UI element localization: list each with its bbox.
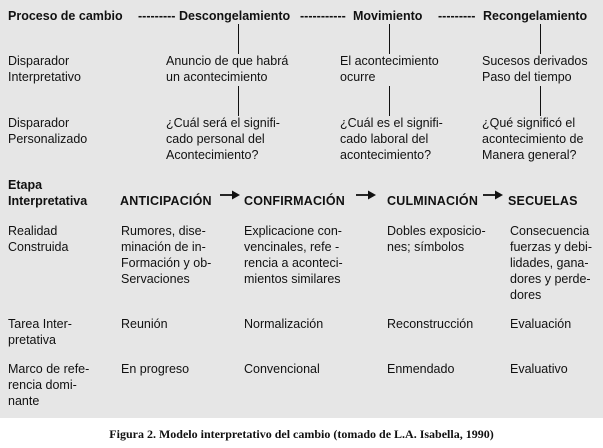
cell-interpretativo-recongelamiento: Sucesos derivados Paso del tiempo	[482, 54, 588, 84]
label-tarea-interpretativa: Tarea Inter- pretativa	[8, 317, 72, 347]
connector-line-descongelamiento-2	[238, 86, 239, 116]
stage-culminacion: CULMINACIÓN	[387, 194, 479, 208]
header-dashes-2: -----------	[300, 9, 346, 23]
phase-movimiento: Movimiento	[353, 9, 423, 23]
header-dashes-1: ---------	[138, 9, 176, 23]
connector-line-movimiento-2	[389, 86, 390, 116]
label-etapa-interpretativa: Etapa Interpretativa	[8, 178, 88, 208]
cell-marco-confirmacion: Convencional	[244, 362, 320, 376]
cell-interpretativo-movimiento: El acontecimiento ocurre	[340, 54, 439, 84]
stage-confirmacion: CONFIRMACIÓN	[244, 194, 346, 208]
stage-secuelas: SECUELAS	[508, 194, 578, 208]
cell-tarea-culminacion: Reconstrucción	[387, 317, 474, 331]
cell-realidad-confirmacion: Explicacione con- vencinales, refe - rencia a aconteci- mientos similares	[244, 224, 343, 286]
cell-realidad-culminacion: Dobles exposicio- nes; símbolos	[387, 224, 486, 254]
phase-descongelamiento: Descongelamiento	[179, 9, 291, 23]
arrow-right-icon	[219, 189, 241, 201]
label-marco-referencia: Marco de refe- rencia domi- nante	[8, 362, 90, 408]
cell-tarea-secuelas: Evaluación	[510, 317, 572, 331]
label-disparador-interpretativo: Disparador Interpretativo	[8, 54, 81, 84]
figure-caption: Figura 2. Modelo interpretativo del cambio (tomado de L.A. Isabella, 1990)	[109, 427, 494, 441]
cell-tarea-confirmacion: Normalización	[244, 317, 324, 331]
cell-realidad-secuelas: Consecuencia fuerzas y debi- lidades, gana- dores y perde- dores	[510, 224, 592, 302]
header-dashes-3: ---------	[438, 9, 476, 23]
stage-anticipacion: ANTICIPACIÓN	[120, 194, 212, 208]
cell-marco-anticipacion: En progreso	[121, 362, 190, 376]
label-disparador-personalizado: Disparador Personalizado	[8, 116, 88, 146]
cell-personalizado-descongelamiento: ¿Cuál será el signifi- cado personal del Acontecimiento?	[166, 116, 280, 162]
cell-marco-culminacion: Enmendado	[387, 362, 455, 376]
phase-recongelamiento: Recongelamiento	[483, 9, 588, 23]
cell-marco-secuelas: Evaluativo	[510, 362, 568, 376]
connector-line-movimiento	[389, 24, 390, 54]
arrow-right-icon	[355, 189, 377, 201]
connector-line-recongelamiento-2	[540, 86, 541, 116]
cell-personalizado-recongelamiento: ¿Qué significó el acontecimiento de Manera general?	[482, 116, 584, 162]
cell-interpretativo-descongelamiento: Anuncio de que habrá un acontecimiento	[166, 54, 289, 84]
cell-tarea-anticipacion: Reunión	[121, 317, 168, 331]
label-realidad-construida: Realidad Construida	[8, 224, 69, 254]
arrow-right-icon	[482, 189, 504, 201]
connector-line-descongelamiento	[238, 24, 239, 54]
cell-personalizado-movimiento: ¿Cuál es el signifi- cado laboral del acontecimiento?	[340, 116, 443, 162]
header-title: Proceso de cambio	[8, 9, 123, 23]
cell-realidad-anticipacion: Rumores, dise- minación de in- Formación y ob- Servaciones	[121, 224, 212, 286]
connector-line-recongelamiento	[540, 24, 541, 54]
